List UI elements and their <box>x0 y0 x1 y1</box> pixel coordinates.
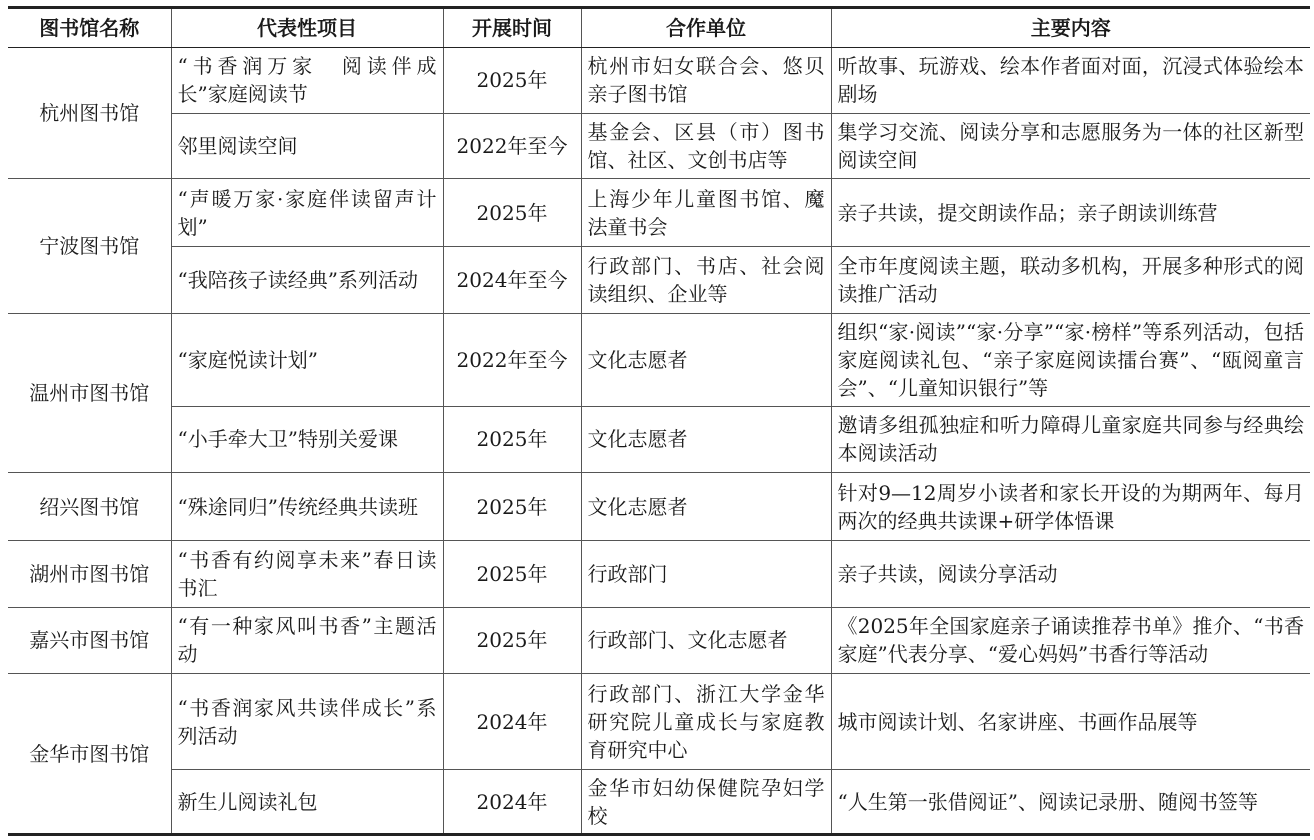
table-row <box>8 607 1310 674</box>
time-cell: 2025年 <box>443 179 581 247</box>
time-cell: 2025年 <box>443 473 581 541</box>
partner-cell: 金华市妇幼保健院孕妇学校 <box>581 770 831 835</box>
table-row <box>8 313 1310 406</box>
time-cell: 2024年 <box>443 674 581 770</box>
library-name-cell: 绍兴图书馆 <box>8 473 171 541</box>
project-cell: “我陪孩子读经典”系列活动 <box>171 247 443 314</box>
table-row <box>8 770 1310 835</box>
project-cell: “书香润万家 阅读伴成长”家庭阅读节 <box>171 48 443 114</box>
project-cell: “家庭悦读计划” <box>171 313 443 406</box>
header-library-name: 图书馆名称 <box>8 8 171 48</box>
content-cell: 亲子共读，提交朗读作品；亲子朗读训练营 <box>831 179 1310 247</box>
partner-cell: 杭州市妇女联合会、悠贝亲子图书馆 <box>581 48 831 114</box>
project-cell: “小手牵大卫”特别关爱课 <box>171 406 443 473</box>
library-projects-table <box>8 6 1310 836</box>
content-cell: 全市年度阅读主题，联动多机构，开展多种形式的阅读推广活动 <box>831 247 1310 314</box>
table-row <box>8 179 1310 247</box>
time-cell: 2022年至今 <box>443 313 581 406</box>
header-time: 开展时间 <box>443 8 581 48</box>
partner-cell: 文化志愿者 <box>581 473 831 541</box>
project-cell: “书香有约阅享未来”春日读书汇 <box>171 540 443 607</box>
library-name-cell: 杭州图书馆 <box>8 48 171 179</box>
content-cell: 听故事、玩游戏、绘本作者面对面，沉浸式体验绘本剧场 <box>831 48 1310 114</box>
partner-cell: 基金会、区县（市）图书馆、社区、文创书店等 <box>581 113 831 179</box>
project-cell: “声暖万家·家庭伴读留声计划” <box>171 179 443 247</box>
content-cell: 针对9—12周岁小读者和家长开设的为期两年、每月两次的经典共读课+研学体悟课 <box>831 473 1310 541</box>
header-row <box>8 8 1310 48</box>
table-row <box>8 473 1310 541</box>
project-cell: “书香润家风共读伴成长”系列活动 <box>171 674 443 770</box>
project-cell: “有一种家风叫书香”主题活动 <box>171 607 443 674</box>
table-row <box>8 406 1310 473</box>
library-name-cell: 温州市图书馆 <box>8 313 171 473</box>
library-name-cell: 金华市图书馆 <box>8 674 171 835</box>
partner-cell: 行政部门、浙江大学金华研究院儿童成长与家庭教育研究中心 <box>581 674 831 770</box>
table-row <box>8 48 1310 114</box>
partner-cell: 文化志愿者 <box>581 313 831 406</box>
partner-cell: 行政部门 <box>581 540 831 607</box>
content-cell: 邀请多组孤独症和听力障碍儿童家庭共同参与经典绘本阅读活动 <box>831 406 1310 473</box>
time-cell: 2025年 <box>443 540 581 607</box>
library-name-cell: 湖州市图书馆 <box>8 540 171 607</box>
time-cell: 2024年至今 <box>443 247 581 314</box>
partner-cell: 文化志愿者 <box>581 406 831 473</box>
project-cell: “殊途同归”传统经典共读班 <box>171 473 443 541</box>
time-cell: 2025年 <box>443 406 581 473</box>
project-cell: 邻里阅读空间 <box>171 113 443 179</box>
time-cell: 2024年 <box>443 770 581 835</box>
library-name-cell: 嘉兴市图书馆 <box>8 607 171 674</box>
partner-cell: 行政部门、文化志愿者 <box>581 607 831 674</box>
table-row <box>8 247 1310 314</box>
time-cell: 2025年 <box>443 607 581 674</box>
content-cell: 《2025年全国家庭亲子诵读推荐书单》推介、“书香家庭”代表分享、“爱心妈妈”书香行等活动 <box>831 607 1310 674</box>
library-name-cell: 宁波图书馆 <box>8 179 171 313</box>
time-cell: 2025年 <box>443 48 581 114</box>
project-cell: 新生儿阅读礼包 <box>171 770 443 835</box>
header-partner: 合作单位 <box>581 8 831 48</box>
content-cell: 集学习交流、阅读分享和志愿服务为一体的社区新型阅读空间 <box>831 113 1310 179</box>
table-row <box>8 674 1310 770</box>
content-cell: 城市阅读计划、名家讲座、书画作品展等 <box>831 674 1310 770</box>
content-cell: “人生第一张借阅证”、阅读记录册、随阅书签等 <box>831 770 1310 835</box>
content-cell: 组织“家·阅读”“家·分享”“家·榜样”等系列活动，包括家庭阅读礼包、“亲子家庭阅读擂台赛”、“瓯阅童言会”、“儿童知识银行”等 <box>831 313 1310 406</box>
table-row <box>8 540 1310 607</box>
partner-cell: 上海少年儿童图书馆、魔法童书会 <box>581 179 831 247</box>
content-cell: 亲子共读，阅读分享活动 <box>831 540 1310 607</box>
time-cell: 2022年至今 <box>443 113 581 179</box>
partner-cell: 行政部门、书店、社会阅读组织、企业等 <box>581 247 831 314</box>
table-row <box>8 113 1310 179</box>
header-project: 代表性项目 <box>171 8 443 48</box>
header-content: 主要内容 <box>831 8 1310 48</box>
